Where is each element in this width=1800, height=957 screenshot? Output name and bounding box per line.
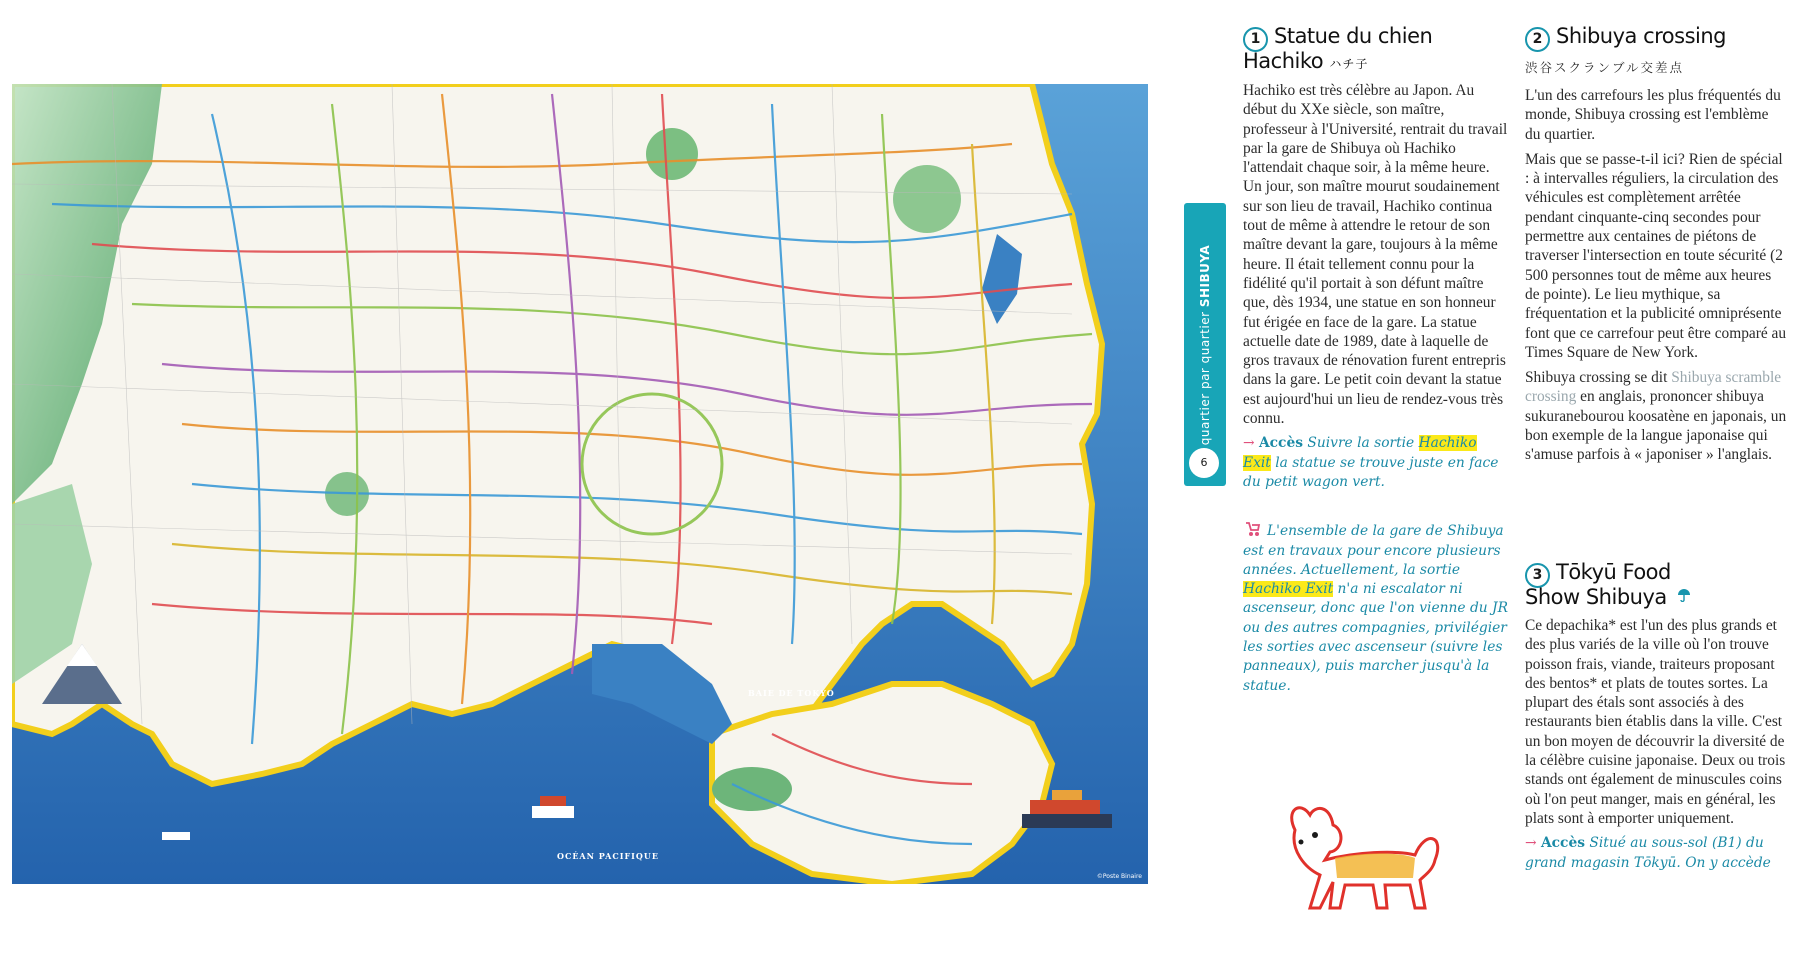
map-credit: ©Poste Binaire [1096, 873, 1142, 880]
bay-label: BAIE DE TOKYO [748, 688, 835, 698]
tip-pre: L'ensemble de la gare de Shibuya est en travaux pour encore plusieurs années. Actuellement, la sortie [1243, 523, 1504, 578]
arrow-icon: → [1243, 435, 1255, 452]
page-number: 6 [1189, 448, 1219, 478]
chapter-tab-label [1198, 244, 1212, 444]
chapter-tab [1184, 203, 1226, 486]
access-label: Accès [1258, 435, 1304, 452]
para-3-post: en anglais, prononcer shibuya sukuranebourou koosatène en japonais, un bon exemple de la langue japonaise qui s'amuse parfois à « japoniser » l'anglais. [1525, 388, 1787, 464]
chapter-tab-prefix: quartier par quartier [1198, 306, 1212, 445]
hachiko-dog-illustration [1275, 790, 1445, 910]
section-1-title-line1: Statue du chien [1274, 24, 1433, 48]
access-label: Accès [1540, 835, 1586, 852]
section-3-title-line2-wrap [1525, 585, 1691, 610]
section-number-2: 2 [1525, 27, 1550, 52]
section-2-para-3 [1525, 368, 1787, 464]
section-1-tip [1243, 520, 1508, 696]
stroller-icon [1243, 520, 1261, 538]
arrow-icon: → [1525, 835, 1537, 852]
section-number-1: 1 [1243, 27, 1268, 52]
section-hachiko [1243, 24, 1508, 696]
section-1-title-jp: ハチ子 [1329, 57, 1369, 71]
section-2-title-jp: 渋谷スクランブル交差点 [1525, 60, 1685, 75]
section-1-access [1243, 434, 1508, 492]
section-1-title [1243, 24, 1433, 77]
section-1-title-line2: Hachiko [1243, 49, 1324, 73]
section-3-title-line1: Tōkyū Food [1556, 560, 1671, 584]
tip-post: n'a ni escalator ni ascenseur, donc que l'on vienne du JR ou des autres compagnies, privilégier les sorties avec ascenseur (suivre les panneaux), puis marcher jusqu'à la statue. [1243, 581, 1508, 694]
section-shibuya-crossing [1525, 24, 1787, 471]
section-3-heading [1525, 560, 1787, 610]
section-3-title-line2: Show Shibuya [1525, 585, 1667, 609]
umbrella-icon [1677, 588, 1691, 602]
ocean-label: OCÉAN PACIFIQUE [557, 851, 659, 861]
section-3-body: Ce depachika* est l'un des plus grands et des plus variés de la ville où l'on trouve poisson frais, viande, traiteurs proposant des bentos* et plats de toutes sortes. La plupart des étals sont associés à des restaurants bien établis dans la ville. C'est un bon moyen de découvrir la diversité de la célèbre cuisine japonaise. Deux ou trois stands ont également de minuscules coins où l'on peut manger, mais en général, les plats sont à emporter uniquement. [1525, 617, 1786, 827]
tip-highlight: Hachiko Exit [1243, 581, 1334, 598]
access-text: Situé au sous-sol (B1) du grand magasin Tōkyū. On y accède [1525, 835, 1771, 871]
boat-icon [162, 832, 190, 840]
section-1-body: Hachiko est très célèbre au Japon. Au début du XXe siècle, son maître, professeur à l'Université, rentrait du travail par la gare de Shibuya où Hachiko l'attendait chaque soir, à la même heure. Un jour, son maître mourut soudainement sur son lieu de travail, Hachiko continua tout de même à attendre le retour de son maître devant la gare, toujours à la même heure. Il était tellement connu pour la fidélité qu'il portait à son défunt maître que, dès 1934, une statue en son honneur fut érigée en face de la gare. La statue actuelle date de 1989, date à laquelle de gros travaux de rénovation furent entrepris dans la gare. Le petit coin devant la statue est aujourd'hui un lieu de rendez-vous très connu. [1243, 82, 1508, 428]
para-3-muted: Shibuya scramble crossing [1525, 369, 1782, 406]
railway-map [12, 84, 1148, 884]
section-1-title-line2-wrap [1243, 49, 1432, 77]
section-tokyu-food-show [1525, 560, 1787, 873]
section-3-access [1525, 834, 1787, 873]
section-2-para-2: Mais que se passe-t-il ici? Rien de spécial : à intervalles réguliers, la circulation des véhicules est complètement arrêtée pendant cinquante-cinq secondes pour permettre aux centaines de piétons de traverser l'intersection en toute sécurité (2 500 personnes tout de même aux heures de pointe). Le lieu mythique, sa fréquentation et la publicité omniprésente font que ce carrefour peut être comparé au Times Square de New York. [1525, 150, 1787, 361]
para-3-pre: Shibuya crossing se dit [1525, 369, 1668, 387]
section-2-heading [1525, 24, 1787, 52]
section-3-title [1525, 560, 1691, 610]
section-number-3: 3 [1525, 563, 1550, 588]
section-1-heading [1243, 24, 1508, 77]
section-2-para-1: L'un des carrefours les plus fréquentés du monde, Shibuya crossing est l'emblème du quartier. [1525, 87, 1781, 143]
railway-map-graphic [12, 84, 1148, 884]
access-post: la statue se trouve juste en face du petit wagon vert. [1243, 454, 1499, 490]
access-highlight: Hachiko Exit [1243, 435, 1477, 471]
access-pre: Suivre la sortie [1307, 435, 1415, 452]
section-2-title: Shibuya crossing [1556, 24, 1727, 48]
chapter-tab-name: SHIBUYA [1198, 244, 1212, 307]
